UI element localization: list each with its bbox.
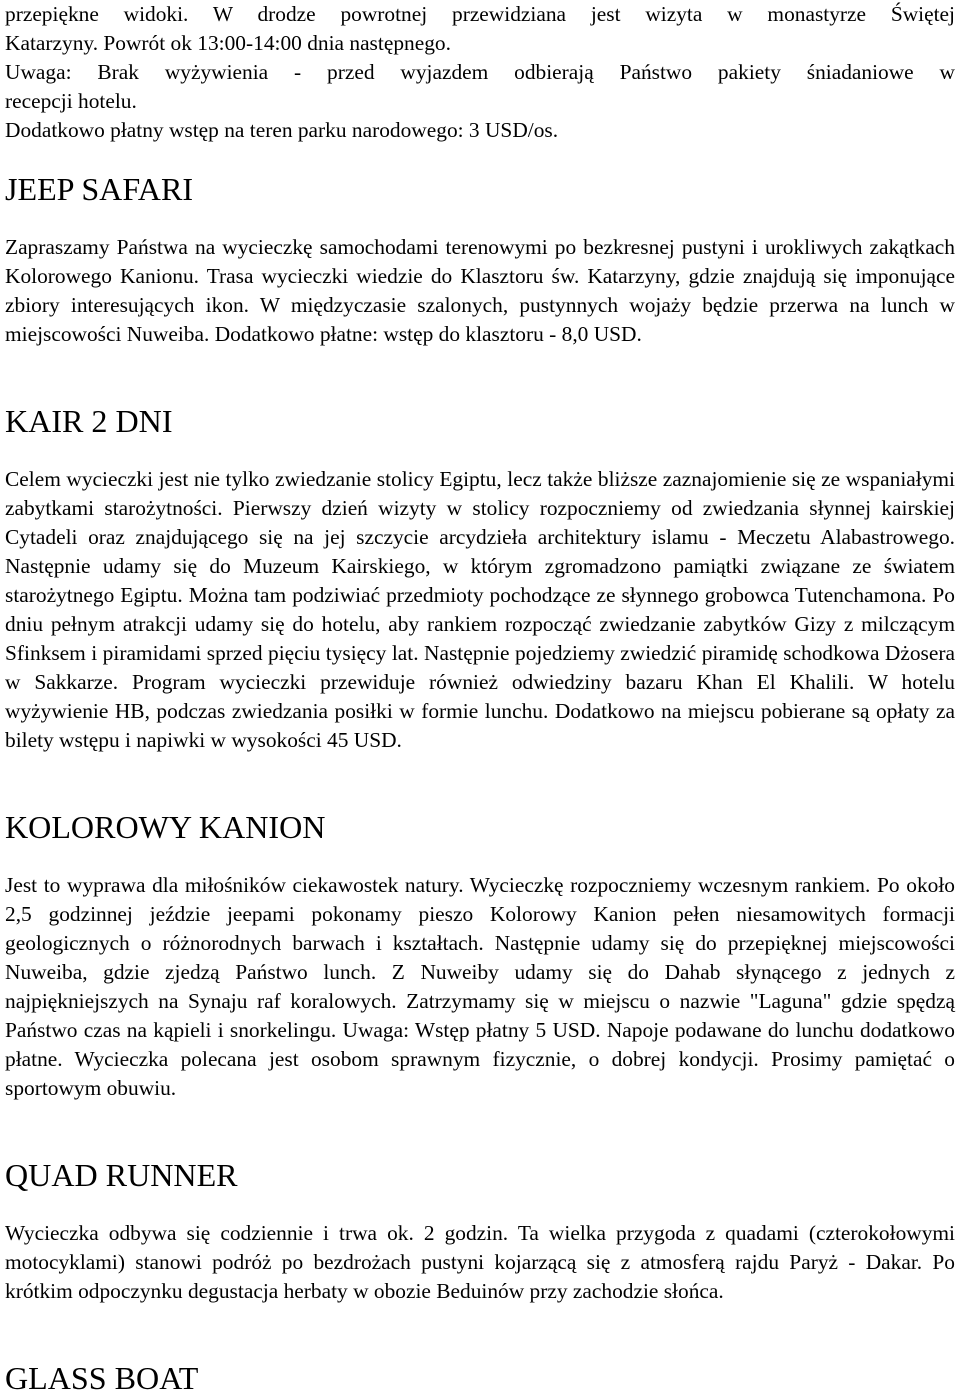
section-heading-quad-runner: QUAD RUNNER bbox=[5, 1157, 238, 1193]
intro-line: przepiękne widoki. W drodze powrotnej przewidziana jest wizyta w monastyrze Świętej bbox=[5, 2, 955, 26]
section-body-kair: Celem wycieczki jest nie tylko zwiedzanie stolicy Egiptu, lecz także bliższe zaznajomienie się ze wspaniałymi zabytkami starożytności. Pierwszy dzień wizyty w stolicy rozpoczniemy od zwiedzania słynnej kairskiej Cytadeli oraz znajdującego się na jej szczycie arcydzieła architektury islamu - Meczetu Alabastrowego. Następnie udamy się do Muzeum Kairskiego, w którym zgromadzono pamiątki związane ze światem starożytnego Egiptu. Można tam podziwiać przedmioty pochodzące ze słynnego grobowca Tutenchamona. Po dniu pełnym atrakcji udamy się do hotelu, aby rankiem rozpocząć zwiedzanie zabytków Gizy z milczącym Sfinksem i piramidami sprzed pięciu tysięcy lat. Następnie pojedziemy zwiedzić piramidę schodkowa Dżosera w Sakkarze. Program wycieczki przewiduje również odwiedziny bazaru Khan El Khalili. W hotelu wyżywienie HB, podczas zwiedzania posiłki w formie lunchu. Dodatkowo na miejscu pobierane są opłaty za bilety wstępu i napiwki w wysokości 45 USD. bbox=[5, 467, 955, 752]
section-heading-glass-boat: GLASS BOAT bbox=[5, 1360, 199, 1396]
section-heading-kair: KAIR 2 DNI bbox=[5, 403, 173, 439]
intro-line: Katarzyny. Powrót ok 13:00-14:00 dnia następnego. bbox=[5, 31, 451, 55]
intro-block bbox=[5, 0, 955, 145]
intro-line: recepcji hotelu. bbox=[5, 89, 137, 113]
intro-line: Uwaga: Brak wyżywienia - przed wyjazdem odbierają Państwo pakiety śniadaniowe w bbox=[5, 60, 955, 84]
section-heading-jeep-safari: JEEP SAFARI bbox=[5, 171, 194, 207]
section-heading-kolorowy-kanion: KOLOROWY KANION bbox=[5, 809, 326, 845]
section-body-jeep-safari: Zapraszamy Państwa na wycieczkę samochodami terenowymi po bezkresnej pustyni i urokliwych zakątkach Kolorowego Kanionu. Trasa wycieczki wiedzie do Klasztoru św. Katarzyny, gdzie znajdują się imponujące zbiory interesujących ikon. W międzyczasie szalonych, pustynnych wojaży będzie przerwa na lunch w miejscowości Nuweiba. Dodatkowo płatne: wstęp do klasztoru - 8,0 USD. bbox=[5, 235, 955, 346]
intro-line: Dodatkowo płatny wstęp na teren parku narodowego: 3 USD/os. bbox=[5, 118, 559, 142]
section-body-kolorowy-kanion: Jest to wyprawa dla miłośników ciekawostek natury. Wycieczkę rozpoczniemy wczesnym rankiem. Po około 2,5 godzinnej jeździe jeepami pokonamy pieszo Kolorowy Kanion pełen niesamowitych formacji geologicznych o różnorodnych barwach i kształtach. Następnie udamy się do przepięknej miejscowości Nuweiba, gdzie zjedzą Państwo lunch. Z Nuweiby udamy się do Dahab słynącego z jednych z najpiękniejszych na Synaju raf koralowych. Zatrzymamy się w miejscu o nazwie "Laguna" gdzie spędzą Państwo czas na kąpieli i snorkelingu. Uwaga: Wstęp płatny 5 USD. Napoje podawane do lunchu dodatkowo płatne. Wycieczka polecana jest osobom sprawnym fizycznie, o dobrej kondycji. Prosimy pamiętać o sportowym obuwiu. bbox=[5, 873, 955, 1100]
section-body-quad-runner: Wycieczka odbywa się codziennie i trwa ok. 2 godzin. Ta wielka przygoda z quadami (czterokołowymi motocyklami) stanowi podróż po bezdrożach pustyni kojarzącą się z atmosferą rajdu Paryż - Dakar. Po krótkim odpoczynku degustacja herbaty w obozie Beduinów przy zachodzie słońca. bbox=[5, 1221, 955, 1303]
